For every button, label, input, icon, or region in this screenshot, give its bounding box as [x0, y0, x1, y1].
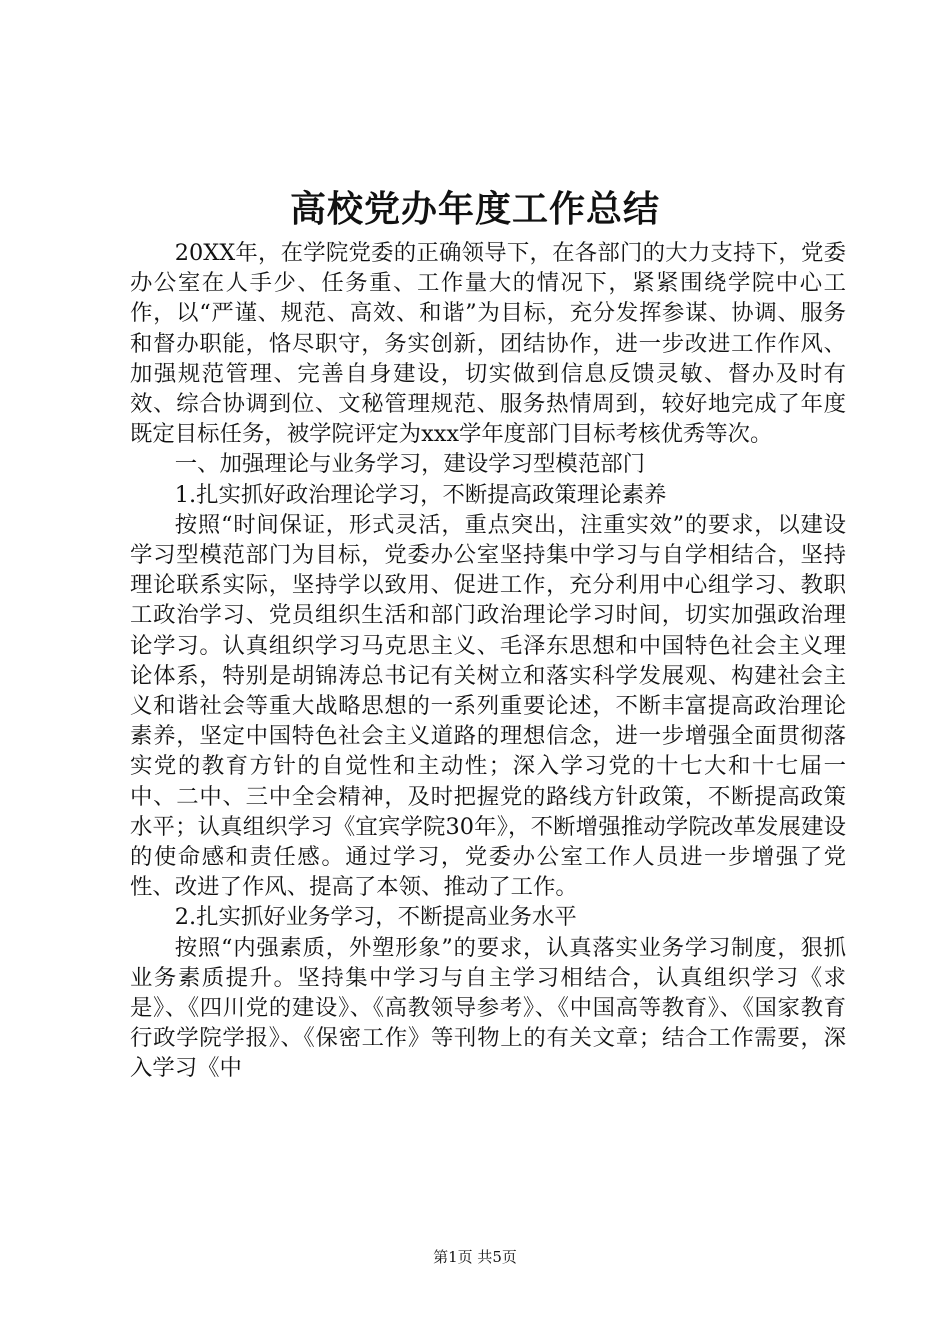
- intro-paragraph: 20XX年，在学院党委的正确领导下，在各部门的大力支持下，党委办公室在人手少、任务重、工作量大的情况下，紧紧围绕学院中心工作，以“严谨、规范、高效、和谐”为目标，充分发挥参谋、协调、服务和督办职能，恪尽职守，务实创新，团结协作，进一步改进工作作风、加强规范管理、完善自身建设，切实做到信息反馈灵敏、督办及时有效、综合协调到位、文秘管理规范、服务热情周到，较好地完成了年度既定目标任务，被学院评定为xxx学年度部门目标考核优秀等次。: [130, 240, 846, 448]
- body-paragraph: 按照“内强素质，外塑形象”的要求，认真落实业务学习制度，狠抓业务素质提升。坚持集中学习与自主学习相结合，认真组织学习《求是》、《四川党的建设》、《高教领导参考》、《中国高等教育》、《国家教育行政学院学报》、《保密工作》等刊物上的有关文章；结合工作需要，深入学习《中: [130, 934, 846, 1082]
- section-heading: 一、加强理论与业务学习，建设学习型模范部门: [174, 451, 645, 478]
- page-footer: 第1页 共5页: [433, 1248, 517, 1266]
- document-body: [130, 238, 846, 1084]
- subsection-heading: 1.扎实抓好政治理论学习，不断提高政策理论素养: [174, 481, 667, 508]
- document-title: 高校党办年度工作总结: [289, 188, 660, 230]
- subsection-heading: 2.扎实抓好业务学习，不断提高业务水平: [174, 904, 577, 931]
- body-paragraph: 按照“时间保证，形式灵活，重点突出，注重实效”的要求，以建设学习型模范部门为目标，党委办公室坚持集中学习与自学相结合，坚持理论联系实际，坚持学以致用、促进工作，充分利用中心组学习、教职工政治学习、党员组织生活和部门政治理论学习时间，切实加强政治理论学习。认真组织学习马克思主义、毛泽东思想和中国特色社会主义理论体系，特别是胡锦涛总书记有关树立和落实科学发展观、构建社会主义和谐社会等重大战略思想的一系列重要论述，不断丰富提高政治理论素养，坚定中国特色社会主义道路的理想信念，进一步增强全面贯彻落实党的教育方针的自觉性和主动性；深入学习党的十七大和十七届一中、二中、三中全会精神，及时把握党的路线方针政策，不断提高政策水平；认真组织学习《宜宾学院30年》，不断增强推动学院改革发展建设的使命感和责任感。通过学习，党委办公室工作人员进一步增强了党性、改进了作风、提高了本领、推动了工作。: [130, 511, 846, 901]
